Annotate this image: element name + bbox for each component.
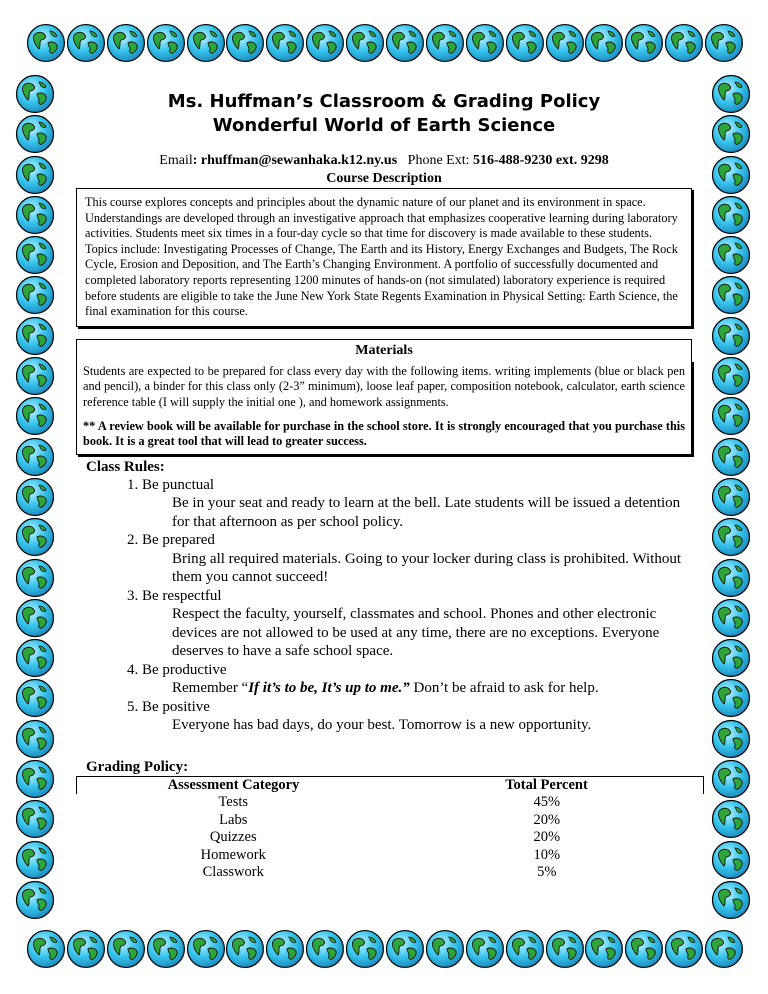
rule-title: Be productive [142, 661, 227, 678]
cell-category: Tests [218, 794, 249, 811]
title-line-1: Ms. Huffman’s Classroom & Grading Policy [167, 91, 601, 112]
globe-icon [146, 929, 186, 969]
cell-percent: 20% [533, 829, 561, 846]
globe-icon [225, 929, 265, 969]
globe-icon [15, 598, 55, 638]
globe-icon [704, 23, 744, 63]
globe-icon [425, 23, 465, 63]
globe-icon [711, 517, 751, 557]
globe-icon [225, 23, 265, 63]
globe-icon [15, 114, 55, 154]
globe-icon [545, 23, 585, 63]
table-row [77, 847, 704, 865]
globe-icon [265, 929, 305, 969]
phone-label: Phone Ext: [407, 153, 470, 168]
rule-item [142, 476, 692, 532]
course-description-heading: Course Description [326, 171, 442, 186]
cell-category: Labs [219, 811, 248, 828]
globe-icon [545, 929, 585, 969]
globe-icon [711, 437, 751, 477]
globe-icon [106, 929, 146, 969]
border-right [708, 74, 754, 920]
materials-heading: Materials [76, 339, 692, 360]
globe-icon [505, 929, 545, 969]
col-header-percent: Total Percent [390, 776, 704, 794]
globe-icon [711, 275, 751, 315]
rule-desc [142, 679, 692, 698]
cell-percent: 10% [533, 846, 561, 863]
cell-category: Quizzes [209, 829, 257, 846]
globe-icon [15, 558, 55, 598]
globe-icon [15, 316, 55, 356]
email-label: Email [159, 153, 193, 168]
rule-item [142, 587, 692, 661]
globe-icon [15, 799, 55, 839]
globe-icon [186, 929, 226, 969]
rule-desc-pre: Remember “ [172, 680, 249, 697]
globe-icon [465, 929, 505, 969]
globe-icon [186, 23, 226, 63]
globe-icon [465, 23, 505, 63]
rule-item [142, 531, 692, 587]
rule-item [142, 698, 692, 735]
globe-icon [15, 195, 55, 235]
globe-icon [505, 23, 545, 63]
table-row [77, 864, 704, 882]
border-bottom [26, 926, 744, 972]
globe-icon [711, 356, 751, 396]
globe-icon [711, 114, 751, 154]
globe-icon [15, 719, 55, 759]
border-left [12, 74, 58, 920]
rule-title: Be respectful [142, 587, 222, 604]
globe-icon [584, 23, 624, 63]
globe-icon [624, 23, 664, 63]
cell-category: Classwork [202, 864, 264, 881]
col-header-category: Assessment Category [77, 776, 391, 794]
cell-percent: 45% [533, 794, 561, 811]
page-title [76, 90, 692, 138]
globe-icon [704, 929, 744, 969]
table-row [77, 812, 704, 830]
globe-icon [711, 880, 751, 920]
globe-icon [345, 23, 385, 63]
globe-icon [425, 929, 465, 969]
globe-icon [664, 23, 704, 63]
globe-icon [15, 235, 55, 275]
globe-icon [15, 74, 55, 114]
globe-icon [305, 929, 345, 969]
globe-icon [15, 880, 55, 920]
globe-icon [711, 74, 751, 114]
cell-percent: 5% [537, 864, 557, 881]
globe-icon [26, 929, 66, 969]
globe-icon [305, 23, 345, 63]
table-row [77, 794, 704, 812]
globe-icon [711, 719, 751, 759]
globe-icon [711, 678, 751, 718]
globe-icon [624, 929, 664, 969]
globe-icon [711, 155, 751, 195]
globe-icon [15, 477, 55, 517]
rule-desc: Bring all required materials. Going to your locker during class is prohibited. Without them you cannot succeed! [172, 550, 682, 586]
globe-icon [711, 558, 751, 598]
class-rules-heading: Class Rules: [86, 458, 165, 475]
email-value: : rhuffman@sewanhaka.k12.ny.us [192, 153, 398, 168]
rule-desc: Be in your seat and ready to learn at the bell. Late students will be issued a detention for that afternoon as per school policy. [172, 495, 681, 530]
materials-text: Students are expected to be prepared for class every day with the following items. writing implements (blue or black pen and pencil), a binder for this class only (2-3” minimum), loose leaf paper, composition notebook, calculator, earth science reference table (I will supply the initial one ), and homework assignments. [83, 363, 685, 409]
cell-percent: 20% [533, 811, 561, 828]
globe-icon [711, 316, 751, 356]
globe-icon [385, 929, 425, 969]
grading-policy-heading: Grading Policy: [86, 758, 189, 775]
globe-icon [106, 23, 146, 63]
globe-icon [15, 678, 55, 718]
rule-quote: If it’s to be, It’s up to me.” [248, 680, 410, 697]
globe-icon [711, 759, 751, 799]
course-description-box [76, 188, 692, 327]
globe-icon [664, 929, 704, 969]
globe-icon [15, 840, 55, 880]
globe-icon [146, 23, 186, 63]
globe-icon [711, 840, 751, 880]
globe-icon [15, 155, 55, 195]
globe-icon [15, 638, 55, 678]
rule-title: Be punctual [142, 476, 215, 493]
globe-icon [15, 356, 55, 396]
table-row [77, 829, 704, 847]
globe-icon [265, 23, 305, 63]
globe-icon [15, 396, 55, 436]
grading-table [76, 776, 704, 882]
cell-category: Homework [200, 846, 266, 863]
globe-icon [15, 759, 55, 799]
globe-icon [66, 929, 106, 969]
globe-icon [66, 23, 106, 63]
course-description-text: This course explores concepts and principles about the dynamic nature of our planet and its environment in space. Understandings are developed through an investigative approach that emphasizes cooperative learning during laboratory activities. Students meet six times in a four-day cycle so that time for discovery is made available to these students. Topics include: Investigating Processes of Change, The Earth and its History, Energy Exchanges and Budgets, The Rock Cycle, Erosion and Deposition, and The Earth’s Changing Environment. A portfolio of successfully documented and completed laboratory reports representing 1200 minutes of hands-on (not simulated) laboratory experience is required before students are eligible to take the June New York State Regents Examination in Physical Setting: Earth Science, the final examination for this course. [85, 195, 678, 319]
class-rules-list [76, 476, 692, 735]
phone-value: 516-488-9230 ext. 9298 [473, 153, 609, 168]
title-line-2: Wonderful World of Earth Science [212, 115, 556, 136]
globe-icon [711, 799, 751, 839]
materials-note: ** A review book will be available for purchase in the school store. It is strongly encouraged that you purchase this book. It is a great tool that will lead to greater success. [83, 418, 685, 449]
rule-title: Be prepared [142, 532, 215, 549]
rule-item [142, 661, 692, 698]
rule-title: Be positive [142, 698, 210, 715]
rule-desc: Everyone has bad days, do your best. Tomorrow is a new opportunity. [172, 717, 592, 734]
globe-icon [711, 638, 751, 678]
globe-icon [26, 23, 66, 63]
border-top [26, 20, 744, 66]
rule-desc: Respect the faculty, yourself, classmates and school. Phones and other electronic devices are not allowed to be used at any time, there are no exceptions. Everyone deserves to have a safe school space. [172, 606, 660, 660]
globe-icon [711, 195, 751, 235]
globe-icon [15, 517, 55, 557]
globe-icon [711, 477, 751, 517]
globe-icon [711, 396, 751, 436]
globe-icon [584, 929, 624, 969]
globe-icon [15, 275, 55, 315]
document-body [76, 86, 692, 882]
rule-desc-post: Don’t be afraid to ask for help. [409, 680, 599, 697]
contact-line [76, 152, 692, 170]
globe-icon [15, 437, 55, 477]
globe-icon [345, 929, 385, 969]
materials-box [76, 360, 692, 455]
globe-icon [711, 235, 751, 275]
globe-icon [711, 598, 751, 638]
globe-icon [385, 23, 425, 63]
